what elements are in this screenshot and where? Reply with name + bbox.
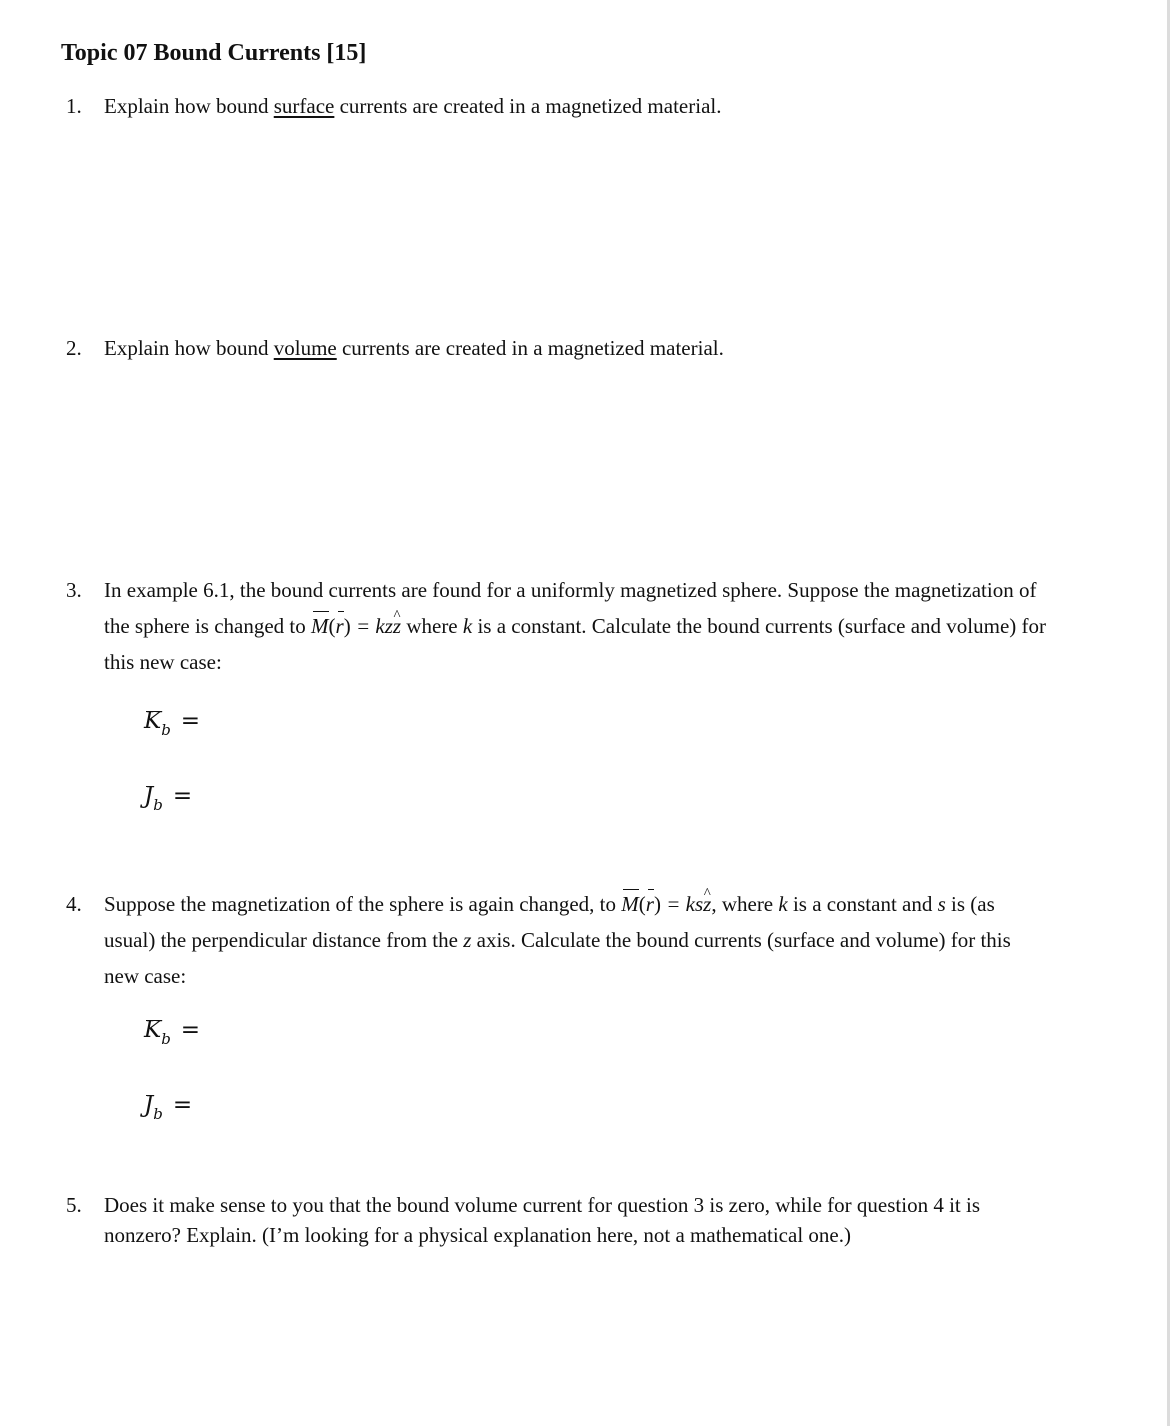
surface-current-answer: $K_b$ =: [144, 1017, 201, 1048]
magnetization-vector: M: [311, 608, 329, 644]
surface-current-symbol: K: [144, 1017, 162, 1043]
question-5: [0, 1190, 1160, 1250]
question-1: [0, 88, 1160, 124]
emphasis-word: surface: [273, 94, 335, 118]
position-vector: r: [336, 608, 344, 644]
question-3: [0, 572, 1160, 680]
question-number: 5.: [66, 1193, 82, 1217]
question-text: Suppose the magnetization of the sphere is again changed, to M(r) = ks^ z, where k is a constant and s is (as usual) the perpendicular distance from the z axis. Calculate the bound currents (surface and volume) for this new case:: [104, 886, 1050, 994]
page-title: Topic 07 Bound Currents [15]: [61, 40, 367, 66]
question-text: Does it make sense to you that the bound volume current for question 3 is zero, while for question 4 it is nonzero? Explain. (I’m looking for a physical explanation here, not a mathematical one.): [104, 1193, 980, 1247]
question-4: [0, 886, 1160, 994]
volume-current-answer: $J_b$ =: [144, 1092, 193, 1123]
question-2: [0, 330, 1160, 366]
question-text: Explain how bound volume currents are created in a magnetized material.: [104, 336, 724, 360]
question-text: In example 6.1, the bound currents are found for a uniformly magnetized sphere. Suppose the magnetization of the sphere is changed to M(r) = kz^ z where k is a constant. Calculate the bound currents (surface and volume) for this new case:: [104, 572, 1050, 680]
volume-current-symbol: J: [144, 783, 154, 809]
volume-current-symbol: J: [144, 1092, 154, 1118]
z-unit-vector: ^ z: [393, 608, 401, 644]
question-number: 3.: [66, 578, 82, 602]
surface-current-answer: $K_b$ =: [144, 708, 201, 739]
question-number: 4.: [66, 892, 82, 916]
position-vector: r: [646, 886, 654, 922]
surface-current-symbol: K: [144, 708, 162, 734]
magnetization-vector: M: [621, 886, 639, 922]
question-number: 1.: [66, 94, 82, 118]
z-unit-vector: ^ z: [703, 886, 711, 922]
question-number: 2.: [66, 336, 82, 360]
question-text: Explain how bound surface currents are created in a magnetized material.: [104, 94, 722, 118]
emphasis-word: volume: [273, 336, 337, 360]
volume-current-answer: $J_b$ =: [144, 783, 193, 814]
